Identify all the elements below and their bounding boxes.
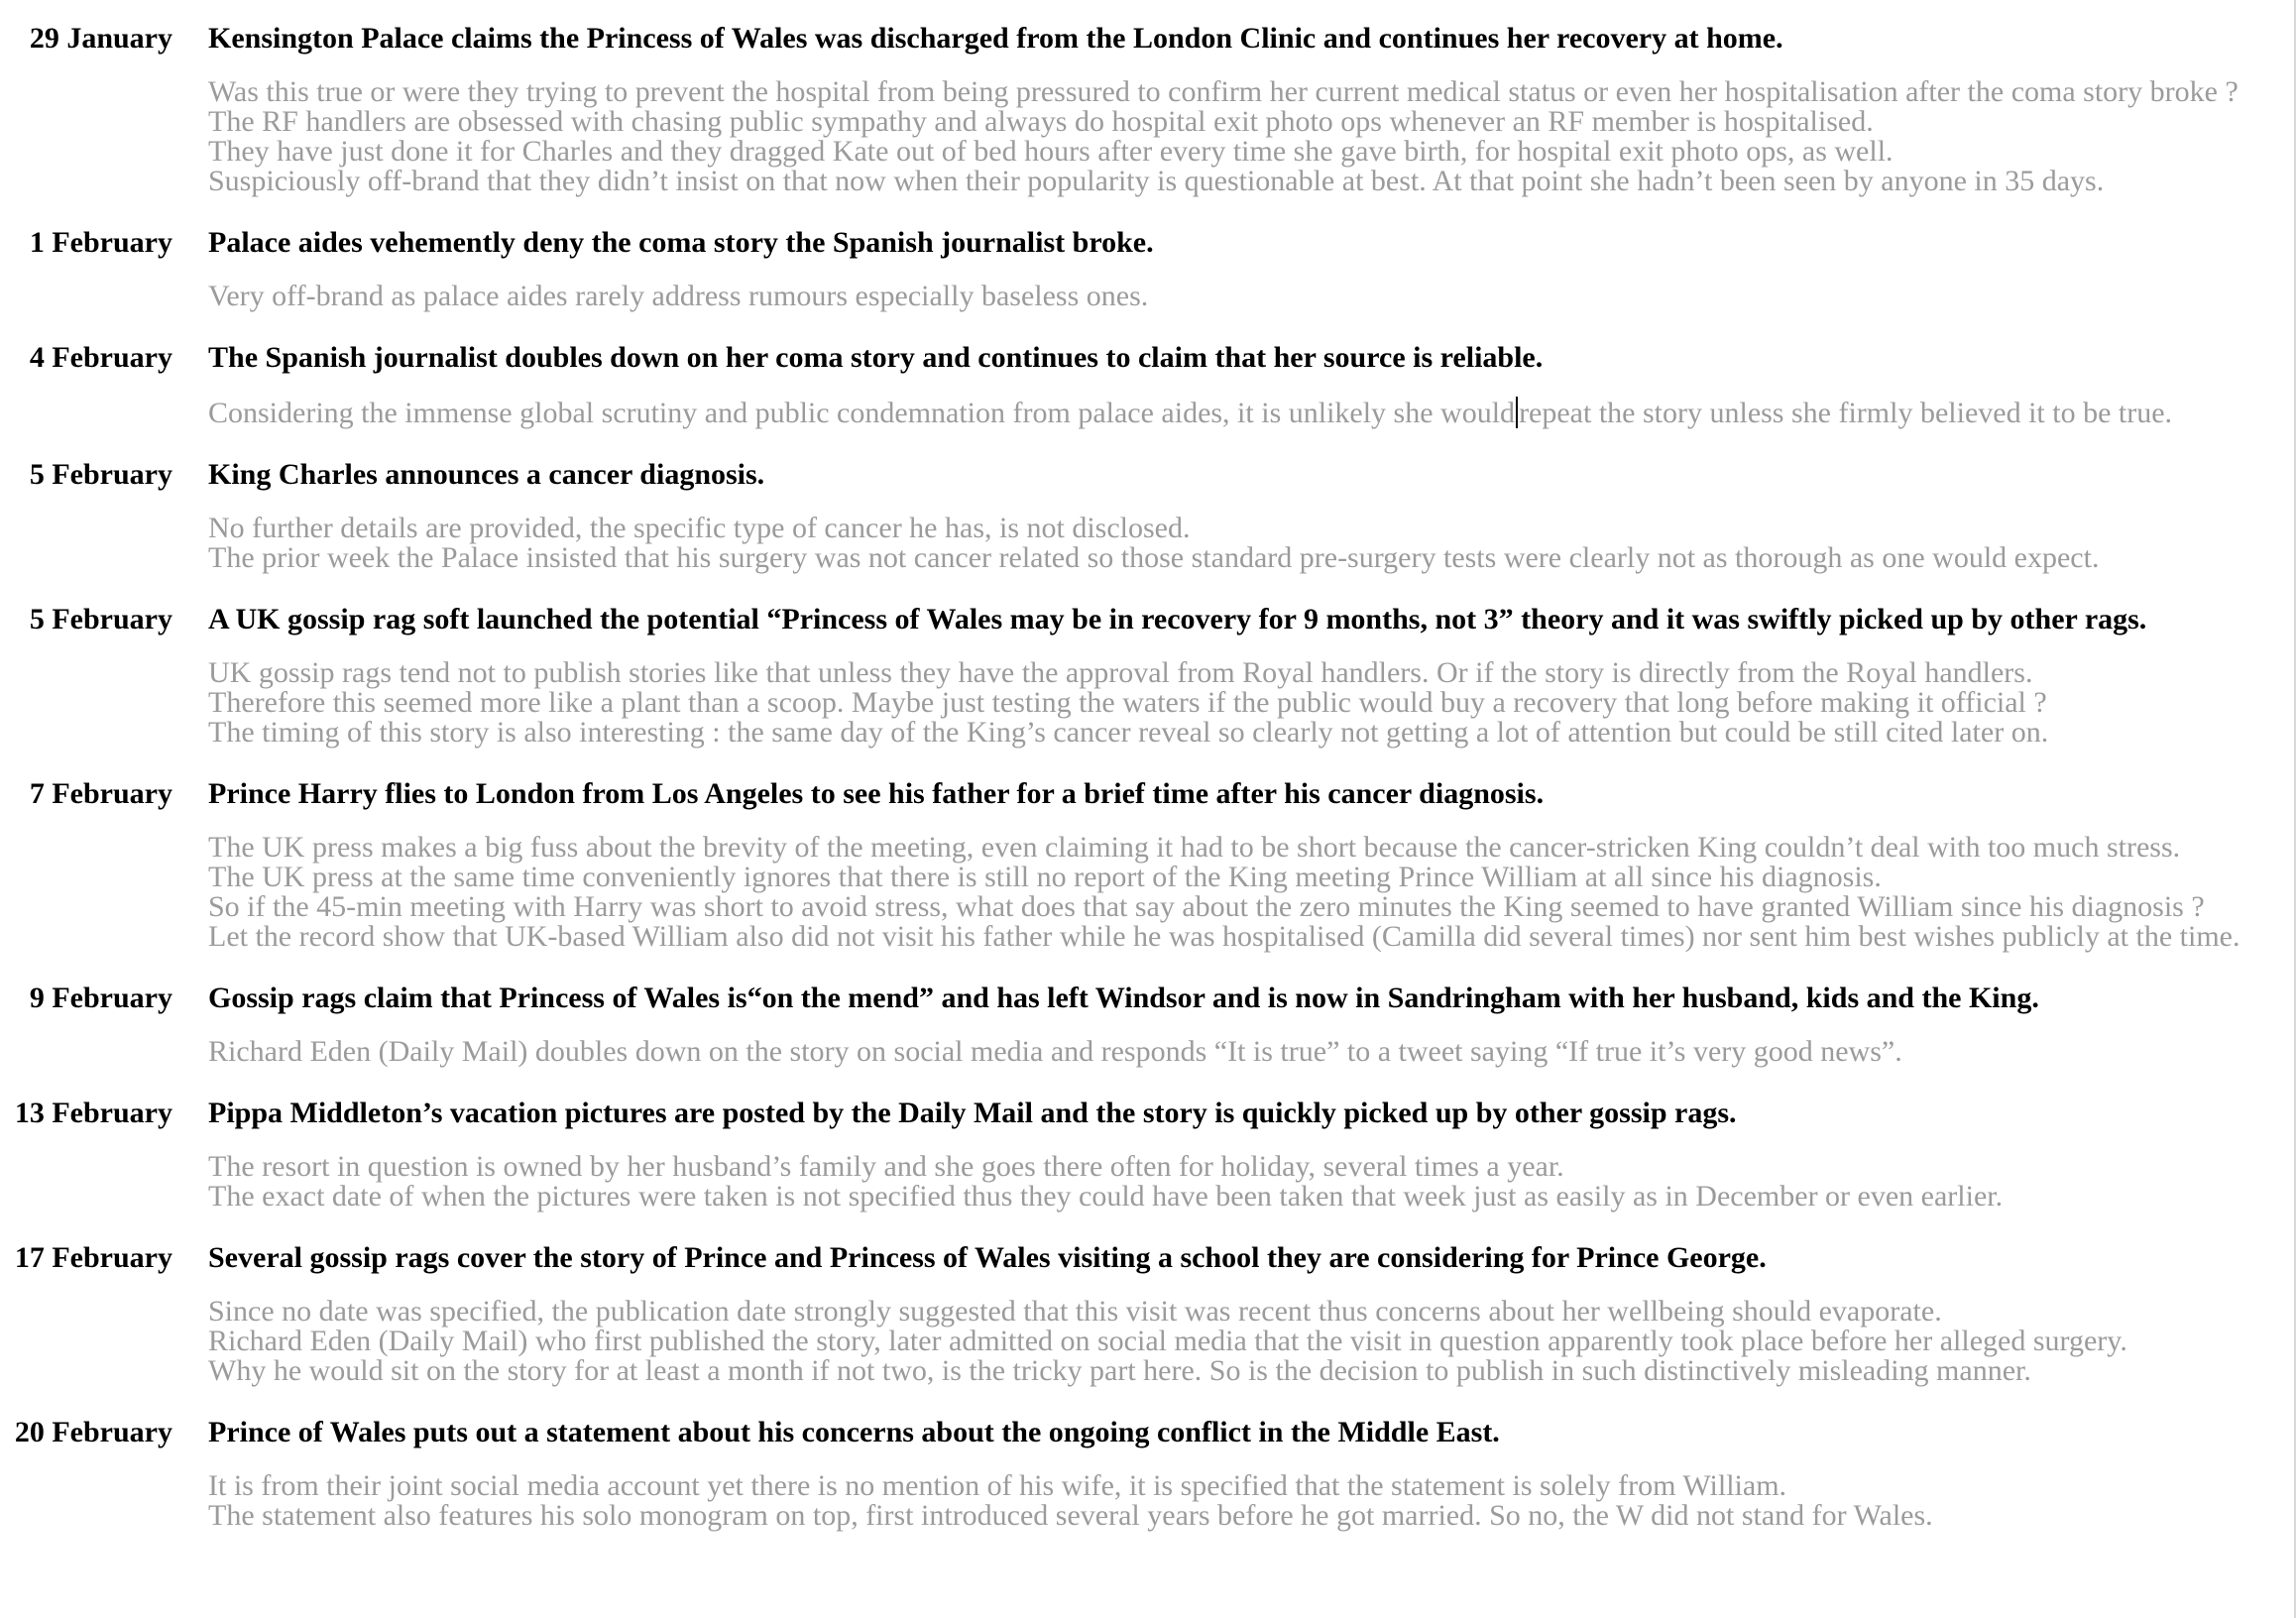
entry-notes bbox=[208, 1471, 2296, 1531]
note-line[interactable]: The exact date of when the pictures were taken is not specified thus they could have been taken that week just as easily as in December or even earlier. bbox=[208, 1180, 2004, 1213]
entry-notes bbox=[208, 658, 2296, 748]
entry-date: 5 February bbox=[29, 603, 172, 636]
note-text-before-caret: Considering the immense global scrutiny and public condemnation from palace aides, it is unlikely she would bbox=[208, 397, 1516, 429]
entry-date: 1 February bbox=[29, 226, 172, 259]
note-line[interactable] bbox=[208, 397, 2296, 428]
entry-headline[interactable]: Prince Harry flies to London from Los Angeles to see his father for a brief time after his cancer diagnosis. bbox=[208, 777, 1545, 810]
timeline-entry bbox=[0, 775, 2296, 952]
timeline-entry bbox=[0, 339, 2296, 428]
timeline-entry bbox=[0, 1414, 2296, 1531]
entry-date: 17 February bbox=[14, 1241, 172, 1274]
note-text-after-caret: repeat the story unless she firmly believed it to be true. bbox=[1519, 397, 2173, 429]
note-line[interactable]: The statement also features his solo monogram on top, first introduced several years before he got married. So no, the W did not stand for Wales. bbox=[208, 1499, 1933, 1532]
note-line[interactable]: Since no date was specified, the publication date strongly suggested that this visit was recent thus concerns about her wellbeing should evaporate. bbox=[208, 1295, 1942, 1328]
note-line[interactable]: The timing of this story is also interesting : the same day of the King’s cancer reveal so clearly not getting a lot of attention but could be still cited later on. bbox=[208, 716, 2049, 749]
entry-date: 13 February bbox=[14, 1097, 172, 1129]
note-line[interactable]: The UK press at the same time conveniently ignores that there is still no report of the King meeting Prince William at all since his diagnosis. bbox=[208, 861, 1882, 893]
entry-headline[interactable]: A UK gossip rag soft launched the potential “Princess of Wales may be in recovery for 9 months, not 3” theory and it was swiftly picked up by other rags. bbox=[208, 603, 2147, 636]
note-line[interactable]: Why he would sit on the story for at least a month if not two, is the tricky part here. So is the decision to publish in such distinctively misleading manner. bbox=[208, 1354, 2031, 1387]
entry-notes bbox=[208, 1037, 2296, 1067]
text-cursor bbox=[1516, 397, 1518, 428]
entry-date: 4 February bbox=[29, 341, 172, 374]
note-line[interactable]: Was this true or were they trying to prevent the hospital from being pressured to confirm her current medical status or even her hospitalisation after the coma story broke ? bbox=[208, 75, 2239, 108]
entry-date: 20 February bbox=[14, 1416, 172, 1448]
note-line[interactable]: The resort in question is owned by her husband’s family and she goes there often for holiday, several times a year. bbox=[208, 1150, 1564, 1183]
note-line[interactable]: No further details are provided, the specific type of cancer he has, is not disclosed. bbox=[208, 512, 1191, 544]
entry-notes bbox=[208, 397, 2296, 428]
note-line[interactable]: The prior week the Palace insisted that his surgery was not cancer related so those standard pre-surgery tests were clearly not as thorough as one would expect. bbox=[208, 541, 2100, 574]
entry-headline[interactable]: The Spanish journalist doubles down on her coma story and continues to claim that her source is reliable. bbox=[208, 341, 1544, 374]
note-line[interactable]: Very off-brand as palace aides rarely address rumours especially baseless ones. bbox=[208, 280, 1149, 312]
entry-notes bbox=[208, 1152, 2296, 1212]
note-line[interactable]: The RF handlers are obsessed with chasing public sympathy and always do hospital exit photo ops whenever an RF member is hospitalised. bbox=[208, 105, 1874, 138]
timeline-entry bbox=[0, 1239, 2296, 1386]
note-line[interactable]: Let the record show that UK-based William also did not visit his father while he was hospitalised (Camilla did several times) nor sent him best wishes publicly at the time. bbox=[208, 920, 2240, 953]
timeline-entry bbox=[0, 20, 2296, 196]
note-line[interactable]: So if the 45-min meeting with Harry was short to avoid stress, what does that say about the zero minutes the King seemed to have granted William since his diagnosis ? bbox=[208, 890, 2205, 923]
note-line[interactable]: Richard Eden (Daily Mail) doubles down on the story on social media and responds “It is true” to a tweet saying “If true it’s very good news”. bbox=[208, 1035, 1902, 1068]
timeline-entry bbox=[0, 980, 2296, 1067]
entry-headline[interactable]: Gossip rags claim that Princess of Wales is“on the mend” and has left Windsor and is now in Sandringham with her husband, kids and the King. bbox=[208, 982, 2039, 1014]
entry-headline[interactable]: Kensington Palace claims the Princess of Wales was discharged from the London Clinic and continues her recovery at home. bbox=[208, 22, 1783, 55]
entry-notes bbox=[208, 1297, 2296, 1386]
entry-headline[interactable]: Several gossip rags cover the story of Prince and Princess of Wales visiting a school they are considering for Prince George. bbox=[208, 1241, 1767, 1274]
entry-headline[interactable]: King Charles announces a cancer diagnosis. bbox=[208, 458, 765, 491]
note-line[interactable]: The UK press makes a big fuss about the brevity of the meeting, even claiming it had to be short because the cancer-stricken King couldn’t deal with too much stress. bbox=[208, 831, 2181, 864]
entry-notes bbox=[208, 77, 2296, 196]
entry-headline[interactable]: Pippa Middleton’s vacation pictures are posted by the Daily Mail and the story is quickly picked up by other gossip rags. bbox=[208, 1097, 1737, 1129]
timeline-entry bbox=[0, 601, 2296, 748]
note-line[interactable]: UK gossip rags tend not to publish stories like that unless they have the approval from Royal handlers. Or if the story is directly from the Royal handlers. bbox=[208, 656, 2033, 689]
entry-headline[interactable]: Prince of Wales puts out a statement about his concerns about the ongoing conflict in the Middle East. bbox=[208, 1416, 1500, 1448]
entry-headline[interactable]: Palace aides vehemently deny the coma story the Spanish journalist broke. bbox=[208, 226, 1154, 259]
entry-notes bbox=[208, 282, 2296, 311]
timeline-entry bbox=[0, 456, 2296, 573]
entry-date: 29 January bbox=[29, 22, 172, 55]
timeline-entry bbox=[0, 224, 2296, 311]
entry-notes bbox=[208, 833, 2296, 952]
entry-date: 7 February bbox=[29, 777, 172, 810]
entry-notes bbox=[208, 514, 2296, 573]
timeline-document bbox=[0, 20, 2296, 1559]
entry-date: 9 February bbox=[29, 982, 172, 1014]
note-line[interactable]: It is from their joint social media account yet there is no mention of his wife, it is specified that the statement is solely from William. bbox=[208, 1469, 1787, 1502]
note-line[interactable]: Richard Eden (Daily Mail) who first published the story, later admitted on social media that the visit in question apparently took place before her alleged surgery. bbox=[208, 1325, 2127, 1357]
note-line[interactable]: They have just done it for Charles and they dragged Kate out of bed hours after every time she gave birth, for hospital exit photo ops, as well. bbox=[208, 135, 1894, 168]
entry-date: 5 February bbox=[29, 458, 172, 491]
note-line[interactable]: Therefore this seemed more like a plant than a scoop. Maybe just testing the waters if the public would buy a recovery that long before making it official ? bbox=[208, 686, 2047, 719]
note-line[interactable]: Suspiciously off-brand that they didn’t insist on that now when their popularity is questionable at best. At that point she hadn’t been seen by anyone in 35 days. bbox=[208, 165, 2105, 197]
timeline-entry bbox=[0, 1095, 2296, 1212]
